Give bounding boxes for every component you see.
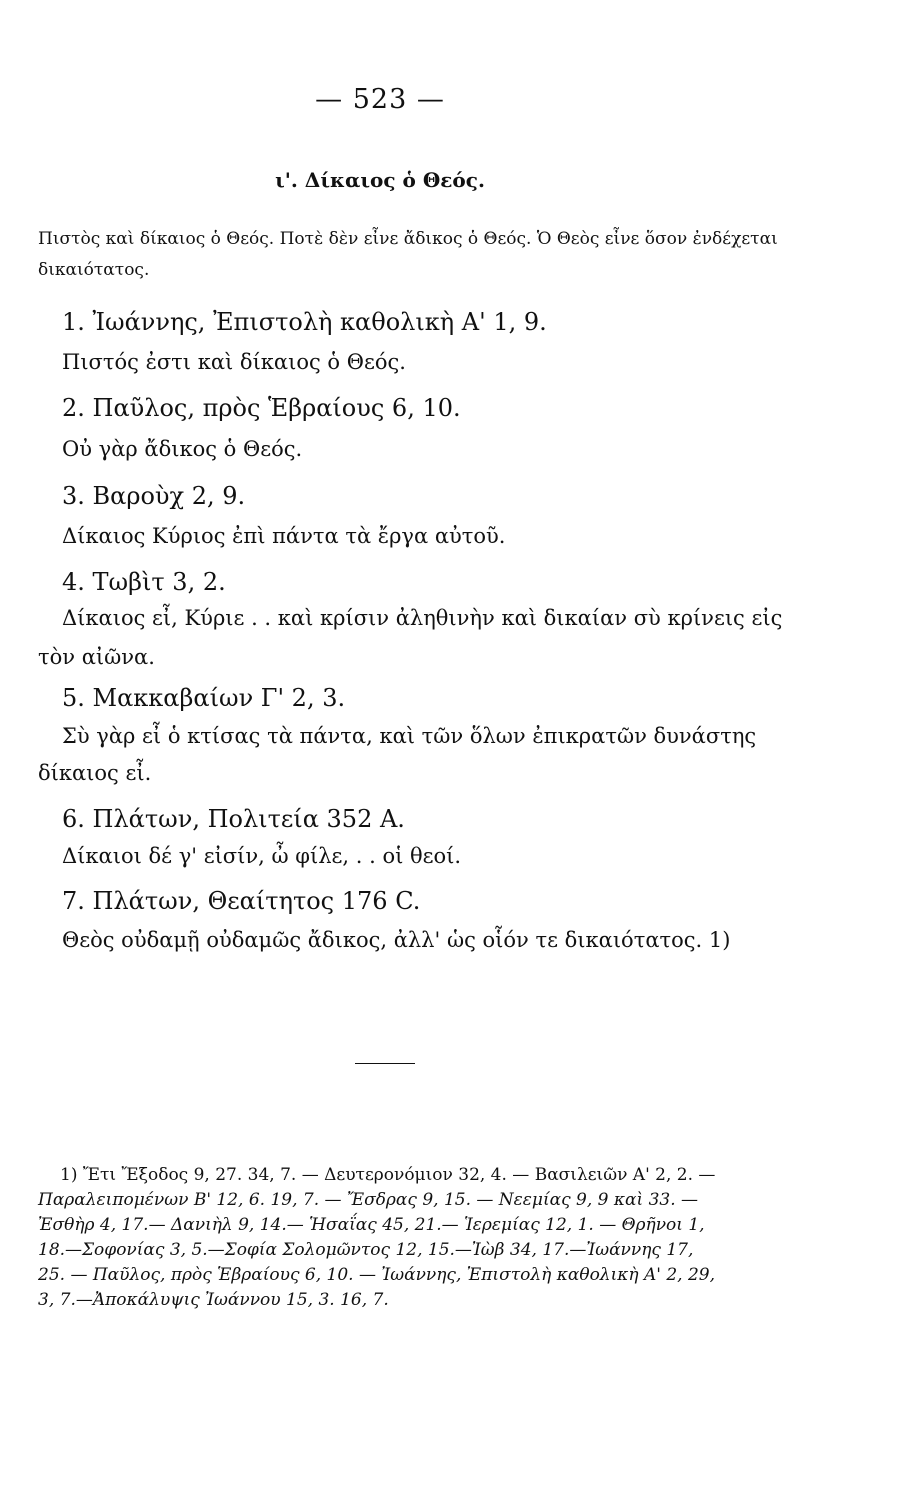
entry-heading: 7. Πλάτων, Θεαίτητος 176 C.	[62, 887, 421, 915]
intro-line: δικαιότατος.	[38, 260, 150, 280]
entry-quote: Δίκαιος Κύριος ἐπὶ πάντα τὰ ἔργα αὐτοῦ.	[62, 524, 506, 548]
entry-heading: 4. Τωβὶτ 3, 2.	[62, 568, 226, 596]
footnote-line: 1) Ἔτι Ἔξοδος 9, 27. 34, 7. — Δευτερονόμιον 32, 4. — Βασιλειῶν Α' 2, 2. —	[60, 1165, 716, 1185]
page-number: — 523 —	[315, 84, 445, 115]
entry-quote-continuation: τὸν αἰῶνα.	[38, 645, 155, 669]
section-title: ι'. Δίκαιος ὁ Θεός.	[275, 168, 485, 192]
entry-heading: 3. Βαροὺχ 2, 9.	[62, 482, 246, 510]
footnote-line: 3, 7.—Ἀποκάλυψις Ἰωάννου 15, 3. 16, 7.	[38, 1290, 389, 1310]
intro-paragraph	[38, 224, 778, 286]
footnote-divider	[355, 1063, 415, 1064]
entry-quote: Οὐ γὰρ ἄδικος ὁ Θεός.	[62, 437, 303, 461]
intro-line: Πιστὸς καὶ δίκαιος ὁ Θεός. Ποτὲ δὲν εἶνε ἄδικος ὁ Θεός. Ὁ Θεὸς εἶνε ὅσον ἐνδέχεται	[38, 229, 778, 249]
footnote-line: Παραλειπομένων Β' 12, 6. 19, 7. — Ἔσδρας 9, 15. — Νεεμίας 9, 9 καὶ 33. —	[38, 1190, 699, 1210]
footnote-line: 25. — Παῦλος, πρὸς Ἑβραίους 6, 10. — Ἰωάννης, Ἐπιστολὴ καθολικὴ Α' 2, 29,	[38, 1265, 715, 1285]
entry-quote: Δίκαιος εἶ, Κύριε . . καὶ κρίσιν ἀληθινὴν καὶ δικαίαν σὺ κρίνεις εἰς	[62, 606, 783, 630]
entry-heading: 1. Ἰωάννης, Ἐπιστολὴ καθολικὴ Α' 1, 9.	[62, 308, 547, 336]
entry-quote: Θεὸς οὐδαμῇ οὐδαμῶς ἄδικος, ἀλλ' ὡς οἷόν τε δικαιότατος. 1)	[62, 928, 731, 952]
footnote	[38, 1163, 738, 1313]
entry-heading: 5. Μακκαβαίων Γ' 2, 3.	[62, 684, 346, 712]
entry-quote: Σὺ γὰρ εἶ ὁ κτίσας τὰ πάντα, καὶ τῶν ὅλων ἐπικρατῶν δυνάστης	[62, 724, 757, 748]
entry-quote-continuation: δίκαιος εἶ.	[38, 761, 152, 785]
footnote-line: 18.—Σοφονίας 3, 5.—Σοφία Σολομῶντος 12, 15.—Ἰὼβ 34, 17.—Ἰωάννης 17,	[38, 1240, 694, 1260]
entry-heading: 6. Πλάτων, Πολιτεία 352 Α.	[62, 805, 405, 833]
entry-quote: Πιστός ἐστι καὶ δίκαιος ὁ Θεός.	[62, 350, 406, 374]
footnote-line: Ἐσθὴρ 4, 17.— Δανιὴλ 9, 14.— Ἡσαΐας 45, 21.— Ἱερεμίας 12, 1. — Θρῆνοι 1,	[38, 1215, 705, 1235]
entry-quote: Δίκαιοι δέ γ' εἰσίν, ὦ φίλε, . . οἱ θεοί.	[62, 844, 462, 868]
entry-heading: 2. Παῦλος, πρὸς Ἑβραίους 6, 10.	[62, 394, 461, 422]
